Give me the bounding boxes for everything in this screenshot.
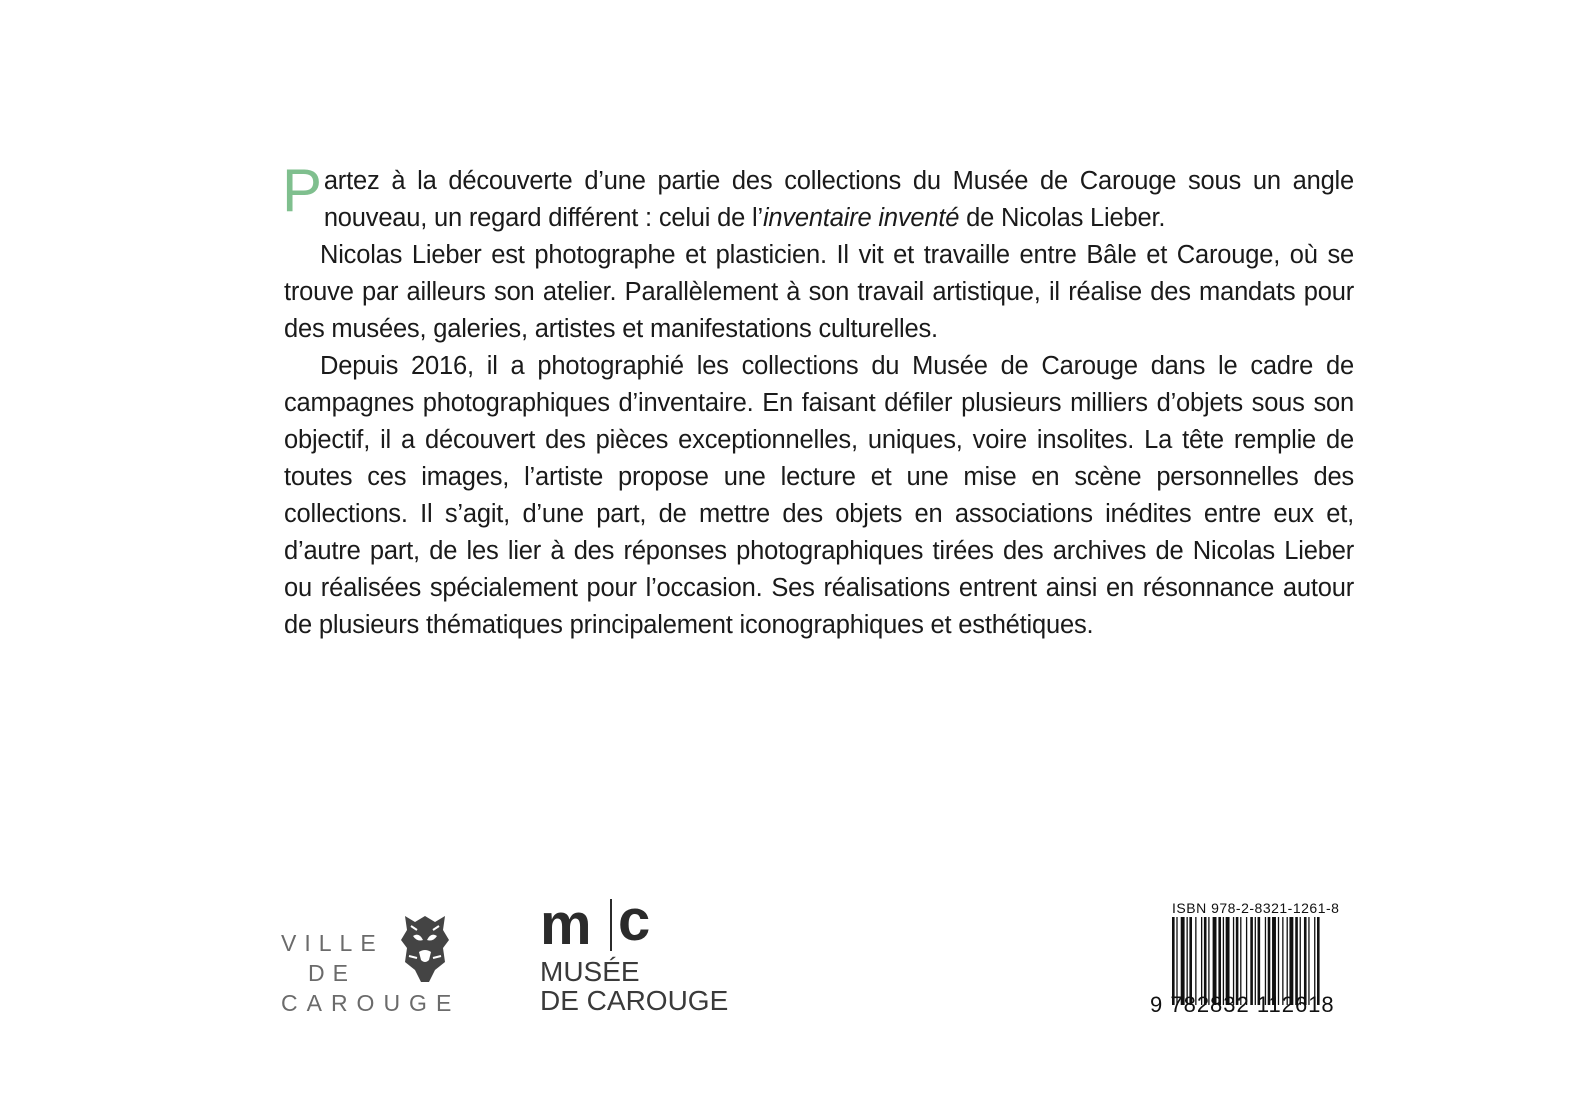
back-cover-text <box>282 157 1354 644</box>
drop-cap: P <box>282 157 322 224</box>
logo-musee-line1: MUSÉE <box>540 956 640 987</box>
logo-m-letter: m <box>540 892 592 957</box>
isbn-label: ISBN 978-2-8321-1261-8 <box>1172 900 1340 916</box>
artist-paragraph: Nicolas Lieber est photographe et plasticien. Il vit et travaille entre Bâle et Carouge, où se trouve par ailleurs son atelier. Parallèlement à son travail artistique, il réalise des mandats pour des musées, galeries, artistes et manifestations culturelles. <box>284 241 1354 343</box>
logo-musee-line2: DE CAROUGE <box>540 985 729 1016</box>
intro-paragraph <box>282 157 1354 237</box>
intro-text-italic: inventaire inventé <box>762 204 960 232</box>
ville-de-carouge-logo <box>281 912 481 1022</box>
lion-head-icon <box>399 912 451 984</box>
project-paragraph: Depuis 2016, il a photographié les collections du Musée de Carouge dans le cadre de campagnes photographiques d’inventaire. En faisant défiler plusieurs milliers d’objets sous son objectif, il a découvert des pièces exceptionnelles, uniques, voire insolites. La tête remplie de toutes ces images, l’artiste propose une lecture et une mise en scène personnelles des collections. Il s’agit, d’une part, de mettre des objets en associations inédites entre eux et, d’autre part, de les lier à des réponses photographiques tirées des archives de Nicolas Lieber ou réalisées spécialement pour l’occasion. Ses réalisations entrent ainsi en résonnance autour de plusieurs thématiques principalement iconographiques et esthétiques. <box>284 352 1354 639</box>
isbn-barcode-block <box>1150 900 1360 1020</box>
intro-text-b: de Nicolas Lieber. <box>959 204 1166 232</box>
logo-ville-word: VILLE <box>281 930 384 956</box>
intro-text-a: artez à la découverte d’une partie des collections du Musée de Carouge sous un angle nouveau, un regard différent : celui de l’ <box>323 167 1354 232</box>
logo-carouge-word: CAROUGE <box>281 990 461 1016</box>
logo-c-letter: c <box>618 888 651 953</box>
musee-de-carouge-logo <box>540 888 740 1023</box>
isbn-digits: 9 782832 112618 <box>1150 992 1335 1017</box>
logo-de-word: DE <box>308 960 356 986</box>
logo-musee-name <box>540 957 728 1015</box>
logo-divider <box>610 899 612 951</box>
